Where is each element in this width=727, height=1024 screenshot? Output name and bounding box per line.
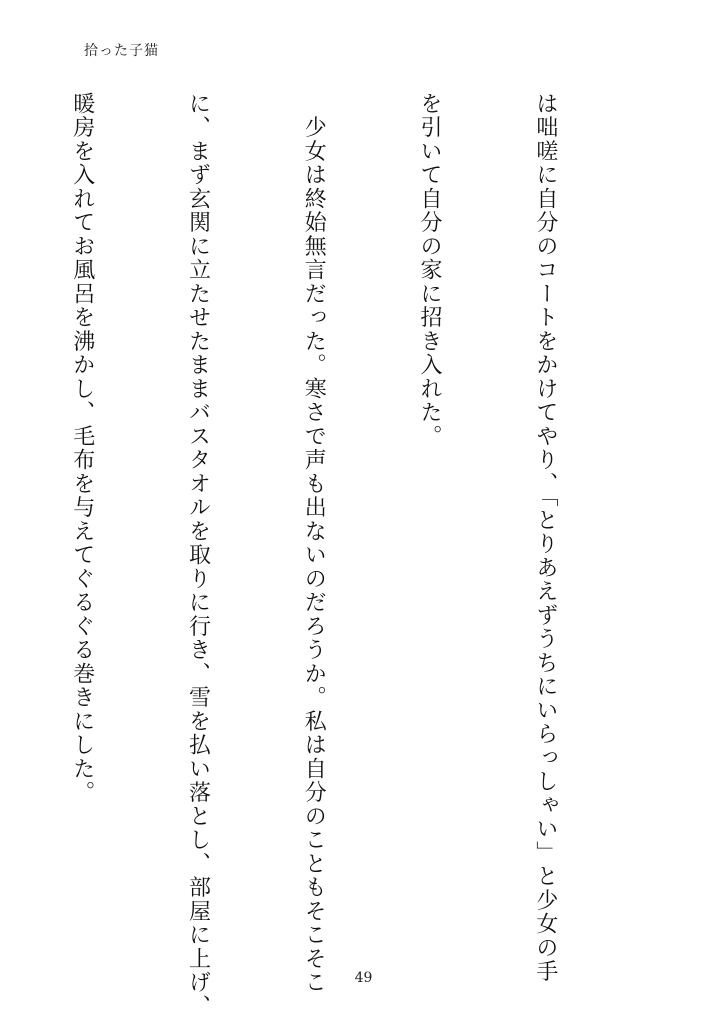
text-line: を引いて自分の家に招き入れた。 bbox=[417, 92, 443, 449]
page-number: 49 bbox=[354, 970, 373, 986]
text-line: 少女は終始無言だった。寒さで声も出ないのだろうか。私は自分のこともそこそこ bbox=[301, 92, 327, 995]
text-line: 暖房を入れてお風呂を沸かし、毛布を与えてぐるぐる巻きにした。 bbox=[69, 92, 95, 805]
text-line: に、まず玄関に立たせたままバスタオルを取りに行き、雪を払い落とし、部屋に上げ、 bbox=[185, 92, 211, 1019]
text-line: は咄嗟に自分のコートをかけてやり、「とりあえずうちにいらっしゃい」と少女の手 bbox=[532, 92, 558, 984]
running-header: 拾った子猫 bbox=[84, 43, 159, 59]
